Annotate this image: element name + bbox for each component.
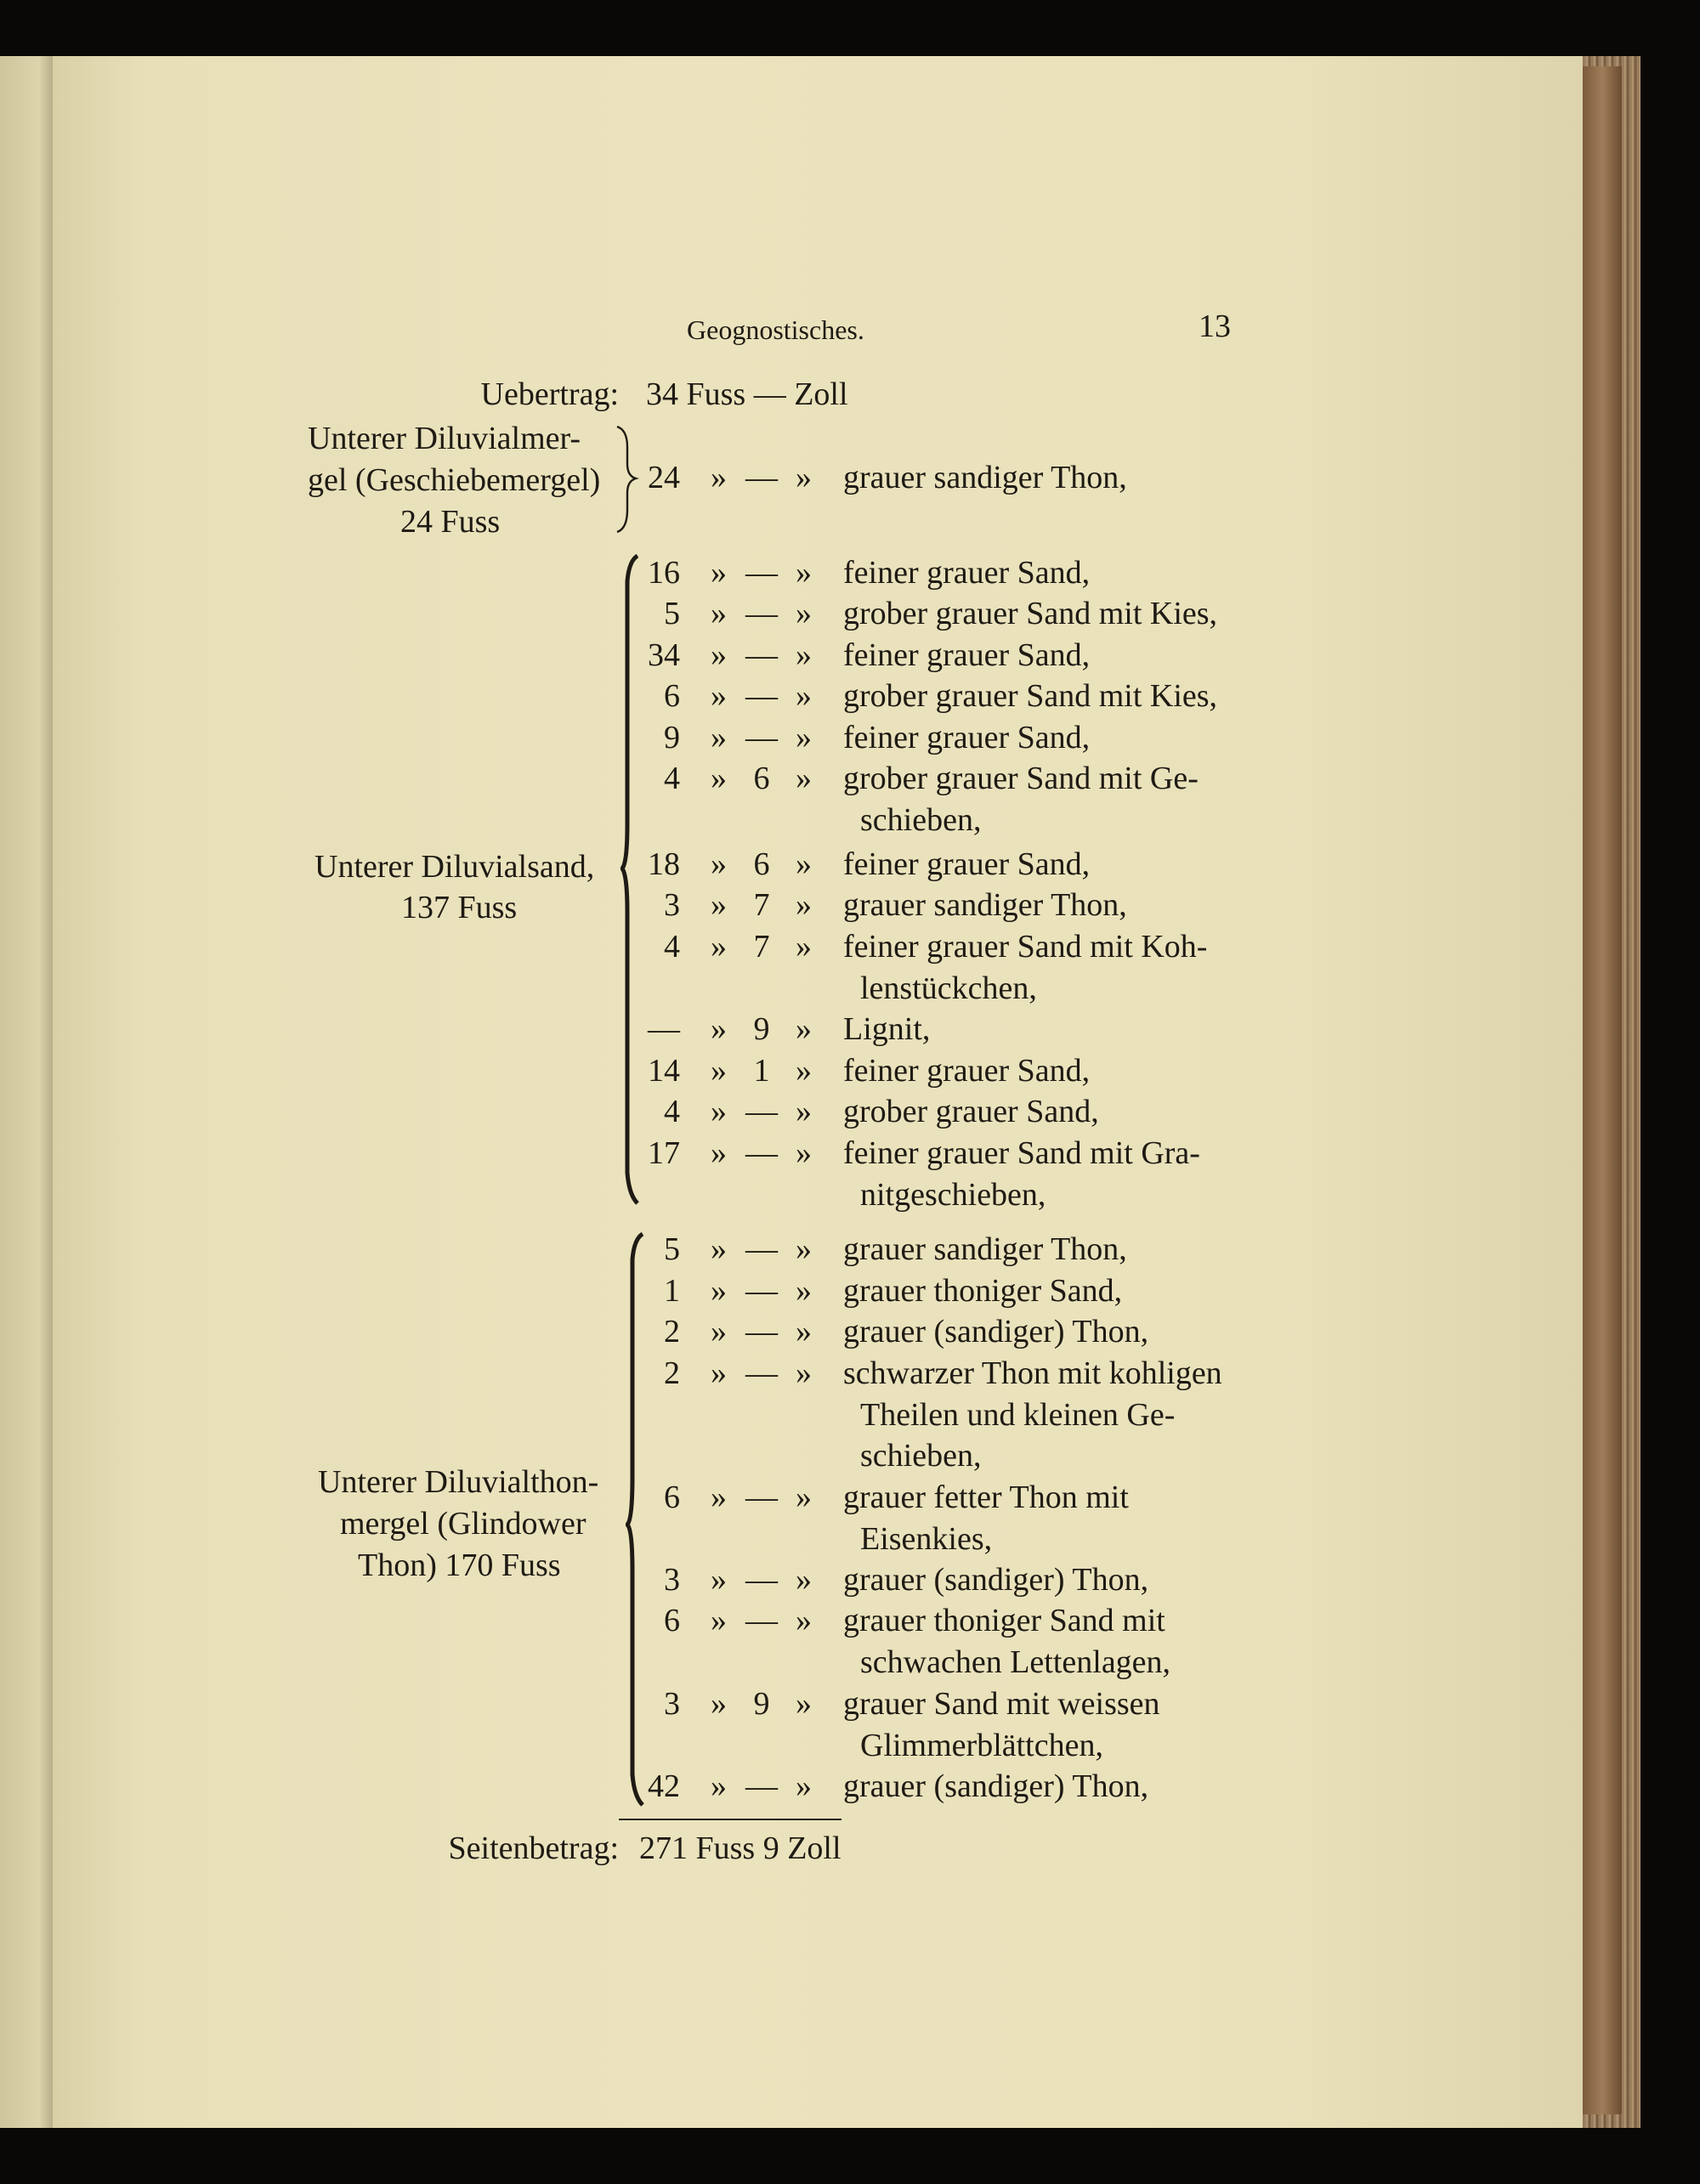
row-description-line: Theilen und kleinen Ge- [860,1396,1176,1433]
row-zoll: 7 [753,929,770,965]
group-2-label-line-2: 137 Fuss [401,890,518,925]
row-fuss: 9 [664,720,680,755]
row-ditto-mark: » [796,1355,812,1391]
row-fuss: 18 [648,846,680,882]
row-description-line: grober grauer Sand mit Kies, [843,596,1218,631]
row-description-line: lenstückchen, [860,970,1037,1006]
row-description-line: grober grauer Sand, [843,1094,1099,1129]
total-label: Seitenbetrag: [448,1830,619,1866]
carry-over-value: 34 Fuss — Zoll [646,376,848,412]
row-zoll: — [745,1355,778,1391]
row-zoll: — [745,720,778,755]
row-fuss: 6 [664,678,680,714]
group-2-label-line-1: Unterer Diluvialsand, [314,849,595,885]
row-ditto-mark: » [796,1768,812,1804]
row-fuss: 42 [648,1768,680,1804]
row-zoll: — [745,637,778,673]
row-description-line: Glimmerblättchen, [860,1727,1103,1763]
group-1-label-line-2: gel (Geschiebemergel) [308,462,601,498]
row-ditto-mark: » [711,846,727,882]
row-description-line: grauer thoniger Sand mit [843,1603,1165,1638]
row-zoll: — [745,678,778,714]
row-ditto-mark: » [711,1053,727,1089]
row-fuss: 24 [648,460,680,495]
row-zoll: 6 [753,761,770,796]
page-number: 13 [1198,308,1231,344]
row-ditto-mark: » [711,678,727,714]
row-zoll: — [745,1231,778,1267]
row-ditto-mark: » [796,846,812,882]
group-3-label-line-2: mergel (Glindower [340,1506,586,1542]
row-description-line: feiner grauer Sand, [843,555,1091,591]
row-fuss: 3 [664,1686,680,1722]
row-fuss: 5 [664,596,680,631]
row-ditto-mark: » [711,1094,727,1129]
row-ditto-mark: » [711,1480,727,1515]
row-ditto-mark: » [711,637,727,673]
row-ditto-mark: » [796,1480,812,1515]
carry-over-label: Uebertrag: [480,376,619,412]
book-page [53,56,1583,2128]
row-ditto-mark: » [796,555,812,591]
row-zoll: 6 [753,846,770,882]
group-3-label-line-3: Thon) 170 Fuss [358,1547,561,1583]
row-zoll: — [745,555,778,591]
row-zoll: — [745,596,778,631]
row-description-line: grauer thoniger Sand, [843,1273,1123,1309]
running-title: Geognostisches. [687,314,864,345]
row-ditto-mark: » [796,761,812,796]
row-fuss: 5 [664,1231,680,1267]
row-ditto-mark: » [711,1355,727,1391]
row-ditto-mark: » [796,460,812,495]
row-zoll: 9 [753,1686,770,1722]
row-fuss: 6 [664,1480,680,1515]
row-ditto-mark: » [796,1562,812,1598]
row-description-line: grauer sandiger Thon, [843,887,1127,923]
row-description-line: grauer (sandiger) Thon, [843,1562,1149,1598]
row-fuss: 4 [664,1094,680,1129]
row-description-line: nitgeschieben, [860,1176,1046,1213]
row-ditto-mark: » [796,1011,812,1047]
row-description-line: schwarzer Thon mit kohligen [843,1355,1222,1391]
total-value: 271 Fuss 9 Zoll [639,1830,842,1866]
row-ditto-mark: » [796,1603,812,1638]
row-description-line: grauer sandiger Thon, [843,460,1127,495]
row-description-line: feiner grauer Sand, [843,846,1091,882]
group-1-label-line-3: 24 Fuss [400,504,501,540]
row-fuss: 6 [664,1603,680,1638]
row-ditto-mark: » [711,761,727,796]
row-zoll: 7 [753,887,770,923]
row-ditto-mark: » [796,637,812,673]
row-ditto-mark: » [796,1094,812,1129]
row-ditto-mark: » [711,1011,727,1047]
row-zoll: — [745,1135,778,1171]
row-zoll: — [745,1562,778,1598]
row-description-line: grober grauer Sand mit Ge- [843,761,1198,796]
row-zoll: — [745,1603,778,1638]
row-fuss: 17 [648,1135,680,1171]
row-zoll: 9 [753,1011,770,1047]
row-ditto-mark: » [796,1135,812,1171]
row-ditto-mark: » [796,1231,812,1267]
row-ditto-mark: » [711,596,727,631]
row-fuss: 34 [648,637,680,673]
row-description-line: schieben, [860,1438,982,1474]
row-description-line: schwachen Lettenlagen, [860,1644,1171,1680]
row-ditto-mark: » [711,1768,727,1804]
row-zoll: — [745,1273,778,1309]
row-description-line: feiner grauer Sand, [843,637,1091,673]
row-description-line: feiner grauer Sand mit Koh- [843,929,1208,965]
row-ditto-mark: » [796,1314,812,1349]
row-description-line: Lignit, [843,1011,931,1047]
row-fuss: 14 [648,1053,680,1089]
row-ditto-mark: » [711,555,727,591]
group-3-label-line-1: Unterer Diluvialthon- [318,1464,599,1500]
row-ditto-mark: » [711,1273,727,1309]
row-fuss: — [648,1011,680,1047]
row-ditto-mark: » [711,1314,727,1349]
row-ditto-mark: » [796,678,812,714]
row-fuss: 1 [664,1273,680,1309]
row-description-line: grober grauer Sand mit Kies, [843,678,1218,714]
row-ditto-mark: » [711,929,727,965]
row-description-line: feiner grauer Sand, [843,720,1091,755]
row-ditto-mark: » [711,460,727,495]
row-ditto-mark: » [711,720,727,755]
row-zoll: — [745,1094,778,1129]
row-ditto-mark: » [711,1231,727,1267]
row-ditto-mark: » [796,929,812,965]
row-description-line: Eisenkies, [860,1520,993,1557]
row-fuss: 16 [648,555,680,591]
row-fuss: 4 [664,761,680,796]
row-ditto-mark: » [796,887,812,923]
row-fuss: 2 [664,1314,680,1349]
row-ditto-mark: » [711,1135,727,1171]
row-ditto-mark: » [796,1053,812,1089]
row-ditto-mark: » [711,1686,727,1722]
row-zoll: 1 [753,1053,770,1089]
row-fuss: 4 [664,929,680,965]
row-zoll: — [745,1768,778,1804]
row-ditto-mark: » [796,596,812,631]
row-zoll: — [745,1314,778,1349]
row-ditto-mark: » [796,1686,812,1722]
row-ditto-mark: » [711,1603,727,1638]
row-description-line: feiner grauer Sand, [843,1053,1091,1089]
row-ditto-mark: » [796,1273,812,1309]
sum-rule [619,1819,842,1820]
row-description-line: grauer Sand mit weissen [843,1686,1160,1722]
group-1-label-line-1: Unterer Diluvialmer- [308,421,581,456]
row-ditto-mark: » [796,720,812,755]
row-zoll: — [745,1480,778,1515]
row-description-line: feiner grauer Sand mit Gra- [843,1135,1200,1171]
row-description-line: grauer (sandiger) Thon, [843,1768,1149,1804]
row-description-line: schieben, [860,801,982,838]
row-ditto-mark: » [711,887,727,923]
row-ditto-mark: » [711,1562,727,1598]
row-description-line: grauer sandiger Thon, [843,1231,1127,1267]
row-fuss: 3 [664,887,680,923]
row-description-line: grauer fetter Thon mit [843,1480,1129,1515]
row-zoll: — [745,460,778,495]
row-fuss: 3 [664,1562,680,1598]
row-fuss: 2 [664,1355,680,1391]
row-description-line: grauer (sandiger) Thon, [843,1314,1149,1349]
